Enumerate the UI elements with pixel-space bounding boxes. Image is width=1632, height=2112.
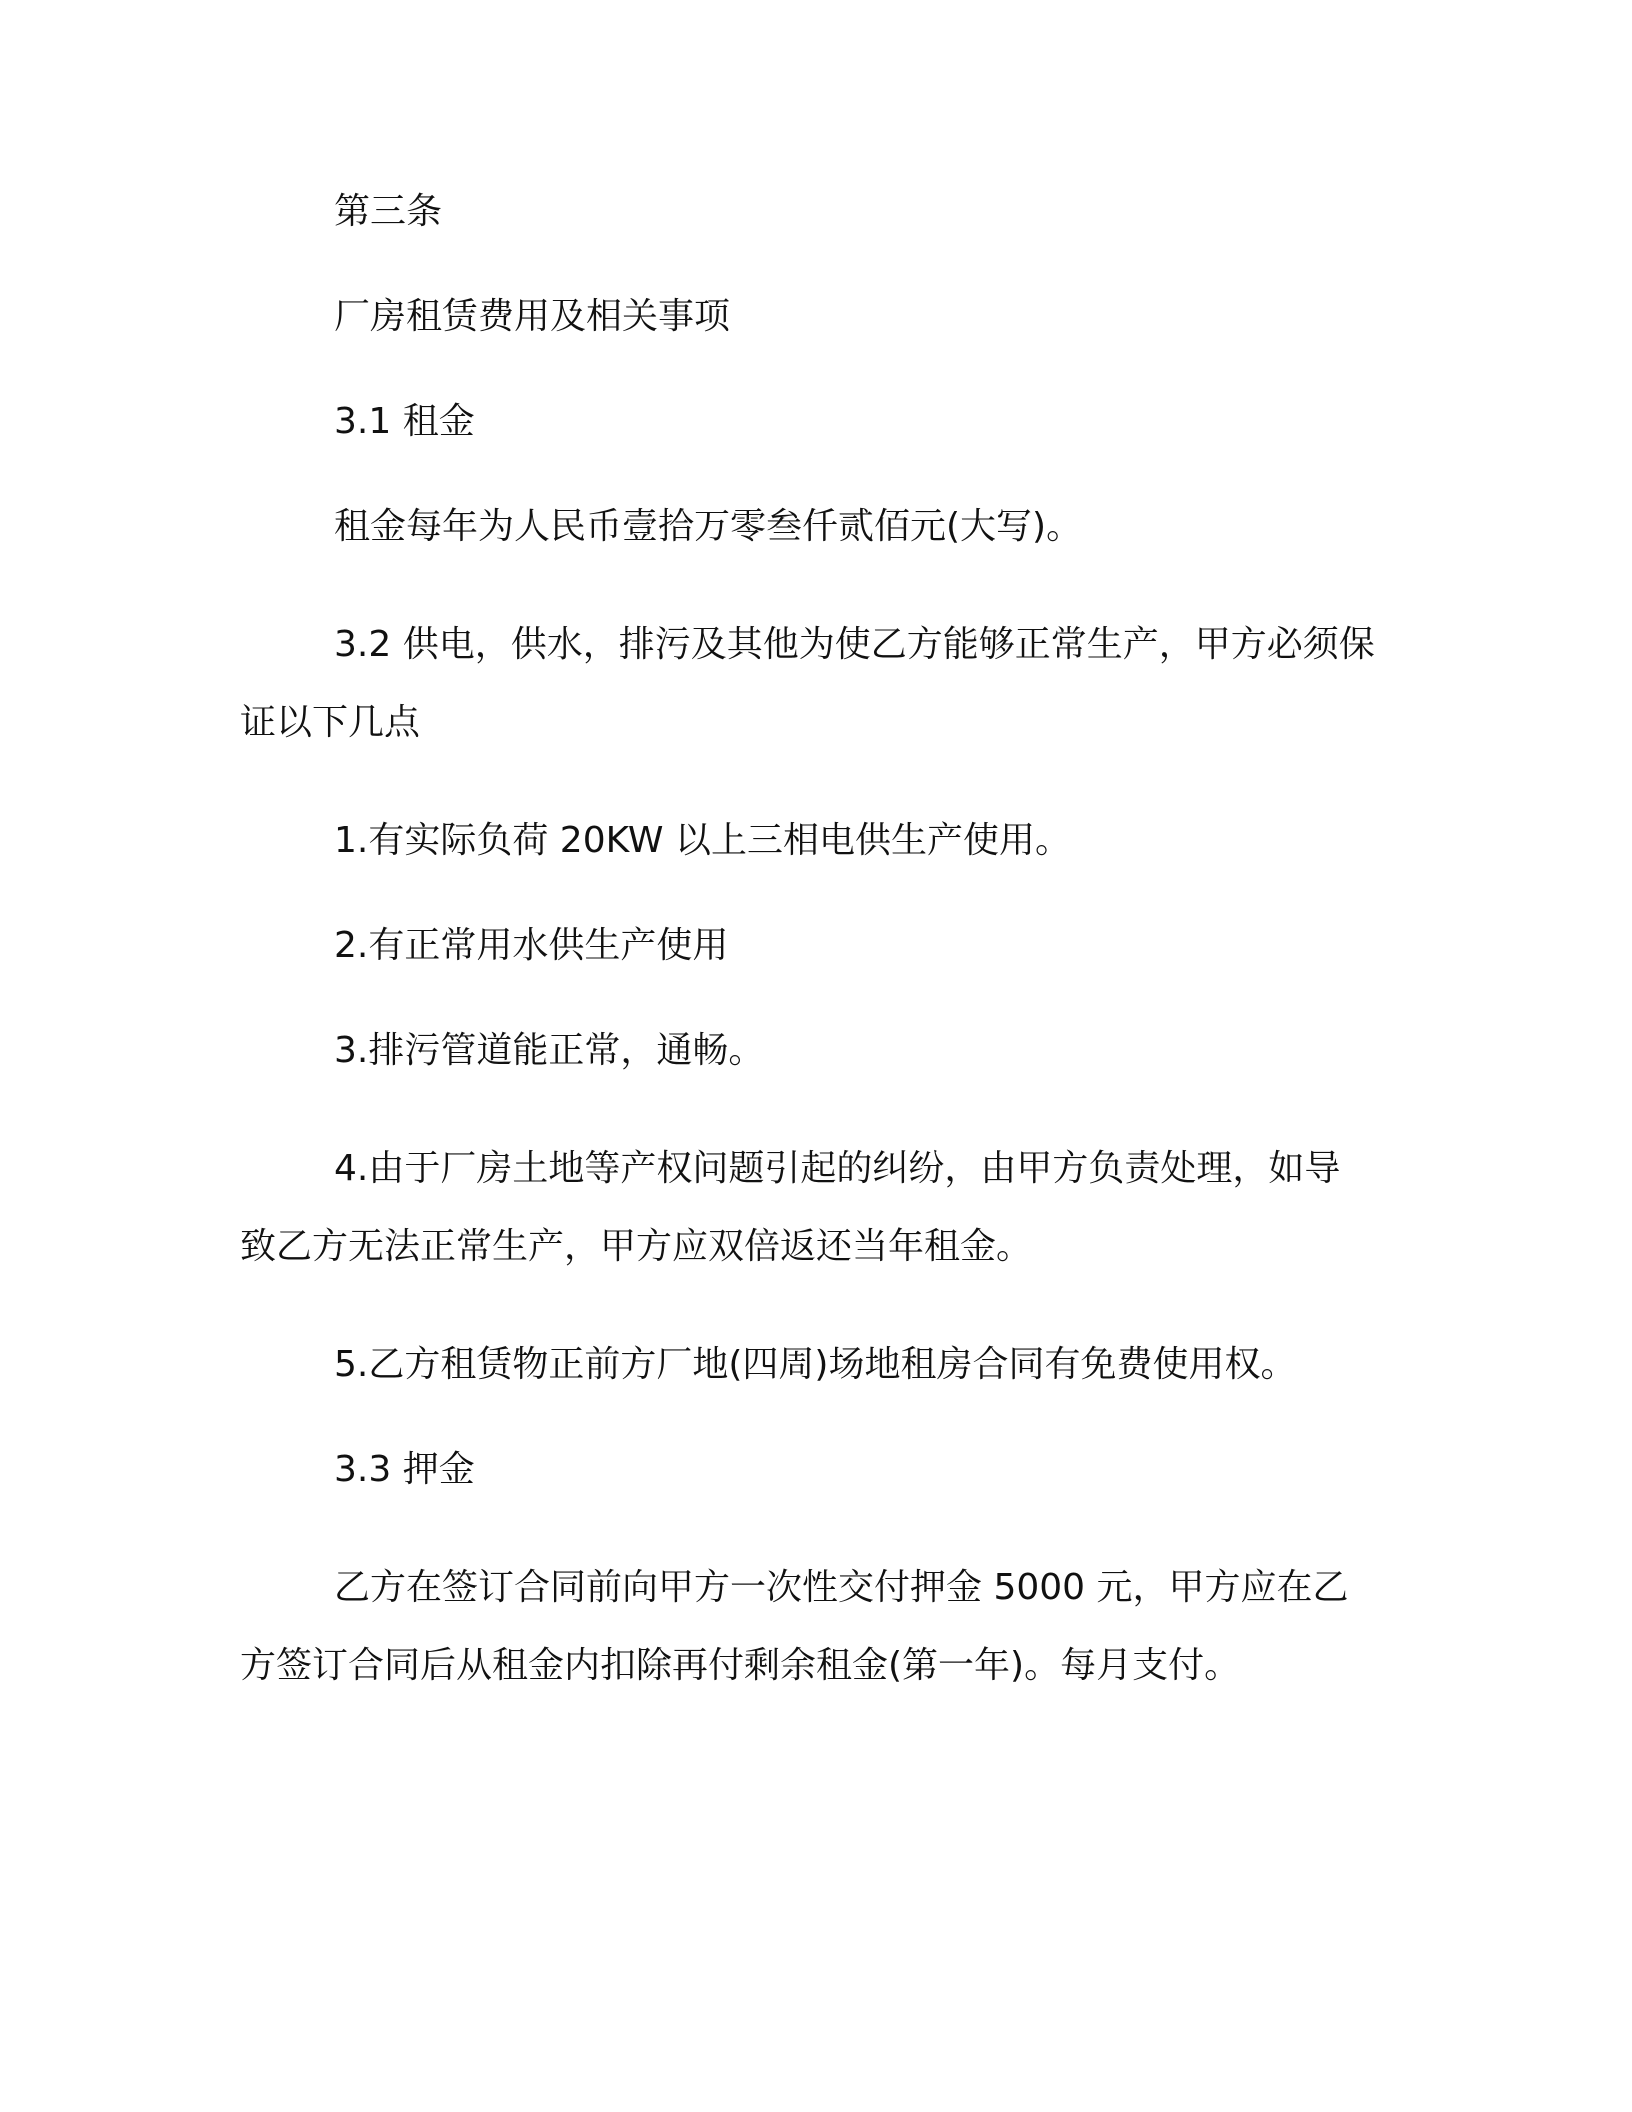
article-heading: 第三条 [334, 191, 443, 232]
section-heading-deposit: 3.3 押金 [334, 1449, 475, 1490]
section-heading-rent: 3.1 租金 [334, 401, 475, 442]
rent-amount-paragraph: 租金每年为人民币壹拾万零叁仟贰佰元(大写)。 [334, 506, 1083, 547]
list-item-property-dispute: 4.由于厂房土地等产权问题引起的纠纷，由甲方负责处理，如导致乙方无法正常生产，甲方应双倍返还当年租金。 [240, 1148, 1341, 1267]
list-item-water: 2.有正常用水供生产使用 [334, 925, 729, 966]
list-item-power: 1.有实际负荷 20KW 以上三相电供生产使用。 [334, 820, 1071, 861]
document-body [240, 186, 1375, 1758]
deposit-paragraph: 乙方在签订合同前向甲方一次性交付押金 5000 元，甲方应在乙方签订合同后从租金内扣除再付剩余租金(第一年)。每月支付。 [240, 1567, 1349, 1686]
list-item-free-use: 5.乙方租赁物正前方厂地(四周)场地租房合同有免费使用权。 [334, 1344, 1297, 1385]
article-title: 厂房租赁费用及相关事项 [334, 296, 731, 337]
list-item-drainage: 3.排污管道能正常，通畅。 [334, 1030, 765, 1071]
utilities-paragraph: 3.2 供电，供水，排污及其他为使乙方能够正常生产，甲方必须保证以下几点 [240, 624, 1375, 743]
